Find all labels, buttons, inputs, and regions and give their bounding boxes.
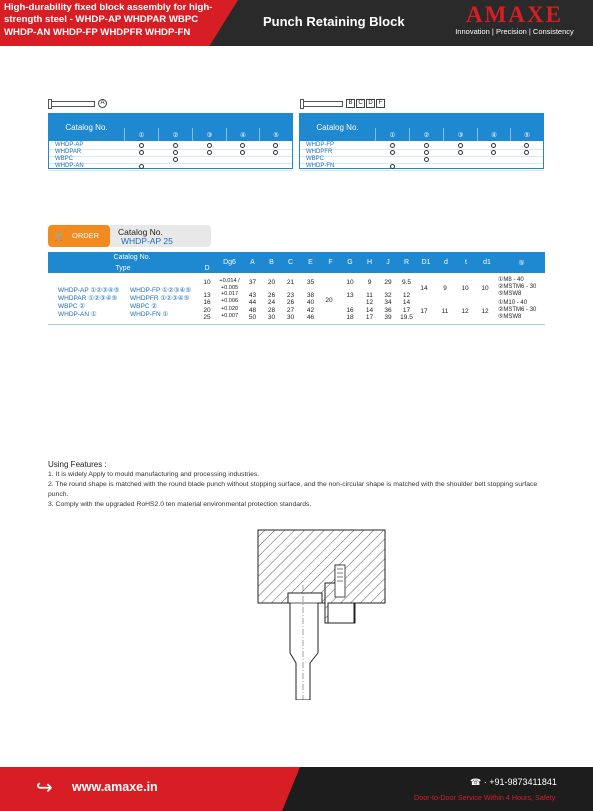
- spec-cell-g: 18: [346, 314, 354, 321]
- d1-small-group1: 10: [481, 285, 489, 292]
- availability-mark: [390, 164, 395, 169]
- spec-cell-j: 29: [384, 279, 392, 286]
- type-item: WHDPFR ①②③④⑤: [130, 295, 190, 302]
- type-item: WHDP-AP ①②③④⑤: [58, 287, 120, 294]
- spec-col-header: Dg6: [223, 259, 236, 266]
- col-header: ①: [124, 128, 158, 141]
- f-value: 20: [325, 297, 333, 304]
- spec-cell-c: 23: [286, 292, 295, 299]
- availability-mark: [173, 157, 178, 162]
- shape-c-icon: C: [356, 99, 365, 108]
- availability-mark: [524, 150, 529, 155]
- feature-item: 2. The round shape is matched with the round blade punch without stopping surface, and the non-circular shape is matched with the shoulder belt stopping surface punch.: [48, 481, 538, 498]
- col-header: ④: [477, 128, 510, 141]
- features-title: Using Features :: [48, 460, 107, 469]
- col-header: ⑤: [510, 128, 543, 141]
- share-icon: ↪: [36, 777, 53, 799]
- spec-cell-g: 13: [346, 292, 354, 299]
- spec-cell-a: 37: [248, 279, 257, 286]
- type-item: WBPC ②: [130, 303, 158, 310]
- spec-col-header: R: [403, 259, 410, 266]
- row-catalog-name: WHDP-FN: [306, 163, 335, 169]
- screw-head: [328, 603, 354, 623]
- table-header-title: Catalog No.: [316, 123, 359, 132]
- brand-tagline: Innovation | Precision | Consistency: [455, 27, 574, 36]
- availability-mark: [424, 150, 429, 155]
- table-row: [300, 163, 543, 171]
- availability-mark: [273, 150, 278, 155]
- spec-cell-tol: +0.006: [220, 298, 239, 304]
- type-item: WHDPAR ①②③④⑤: [58, 295, 118, 302]
- spec-cell-j: 34: [384, 299, 392, 306]
- assembly-drawing: [240, 525, 390, 700]
- spec-header-d: D: [204, 264, 210, 272]
- spec-table: [48, 252, 545, 325]
- spec-cell-c: 30: [286, 314, 295, 321]
- availability-mark: [139, 150, 144, 155]
- spec-col-header: ⑤: [518, 259, 525, 267]
- spec-cell-j: 36: [384, 307, 392, 314]
- spec-cell-a: 50: [248, 314, 257, 321]
- table-row: [49, 163, 292, 171]
- col-header: ⑤: [259, 128, 292, 141]
- spec-cell-d: 25: [203, 314, 211, 321]
- availability-mark: [173, 150, 178, 155]
- d-group1: 9: [443, 285, 447, 292]
- spec-cell-h: 14: [365, 307, 374, 314]
- shape-b-icon: B: [346, 99, 355, 108]
- phone-value: +91-9873411841: [489, 777, 557, 787]
- availability-mark: [390, 143, 395, 148]
- type-item: WHDP-AN ①: [58, 311, 97, 318]
- type-item: WHDP-FP ①②③④⑤: [130, 287, 192, 294]
- spec-cell-j: 39: [384, 314, 392, 321]
- availability-mark: [458, 143, 463, 148]
- spec-col-header: E: [308, 259, 313, 266]
- spec-cell-c: 21: [286, 279, 295, 286]
- spec-cell-r: 14: [402, 299, 411, 306]
- spec-cell-b: 30: [267, 314, 276, 321]
- spec-cell-d: 20: [203, 307, 211, 314]
- feature-item: 3. Comply with the upgraded RoHS2.0 ten material environmental protection standards.: [48, 501, 312, 508]
- availability-mark: [240, 143, 245, 148]
- spec-cell-g: 16: [346, 307, 354, 314]
- availability-mark: [390, 150, 395, 155]
- d-group2: 11: [441, 308, 449, 315]
- brand-name: AMAXE: [466, 2, 563, 27]
- availability-mark: [273, 143, 278, 148]
- cart-icon: 🛒: [54, 231, 66, 241]
- screw-spec: ②MSTM6 - 30: [498, 307, 537, 313]
- spec-col-header: d1: [483, 259, 491, 266]
- spec-col-header: t: [465, 259, 467, 266]
- section-title: Punch Retaining Block: [263, 14, 405, 29]
- spec-cell-j: 32: [384, 292, 392, 299]
- t-group2: 12: [461, 308, 469, 315]
- availability-mark: [458, 150, 463, 155]
- feature-item: 1. It is widely Apply to mould manufacturing and processing industries.: [48, 471, 260, 478]
- spec-col-header: J: [386, 259, 390, 266]
- shape-f-icon: F: [376, 99, 385, 108]
- d1-small-group2: 12: [481, 308, 489, 315]
- footer-tagline: Door-to-Door Service Within 4 Hours, Safety: [414, 793, 556, 802]
- spec-cell-e: 46: [306, 314, 315, 321]
- spec-cell-tol: +0.017: [220, 291, 239, 297]
- spec-cell-b: 26: [267, 292, 276, 299]
- spec-cell-b: 20: [267, 279, 276, 286]
- spec-cell-e: 38: [306, 292, 315, 299]
- spec-col-header: A: [250, 259, 255, 266]
- col-header: ③: [192, 128, 226, 141]
- spec-cell-a: 44: [248, 299, 257, 306]
- row-catalog-name: WHDP-AP: [55, 142, 84, 148]
- spec-cell-a: 43: [248, 292, 257, 299]
- row-catalog-name: WBPC: [55, 156, 73, 162]
- screw-spec: ①M10 - 40: [498, 300, 528, 306]
- availability-mark: [139, 164, 144, 169]
- type-item: WHDP-FN ①: [130, 311, 169, 318]
- spec-cell-r: 12: [402, 292, 411, 299]
- spec-cell-r: 9.5: [401, 279, 412, 286]
- type-item: WBPC ②: [58, 303, 86, 310]
- spec-cell-a: 48: [248, 307, 257, 314]
- spec-cell-h: 17: [365, 314, 374, 321]
- spec-cell-d: 16: [203, 299, 211, 306]
- spec-cell-h: 9: [367, 279, 372, 286]
- spec-cell-e: 40: [306, 299, 315, 306]
- col-header: ②: [158, 128, 192, 141]
- spec-cell-tol: +0.007: [220, 313, 239, 319]
- col-header: ①: [375, 128, 409, 141]
- phone-number[interactable]: ☎ · +91-9873411841: [470, 777, 557, 787]
- availability-mark: [491, 143, 496, 148]
- punch-shape-icons-left: [48, 99, 108, 109]
- availability-mark: [524, 143, 529, 148]
- spec-cell-d: 13: [203, 292, 211, 299]
- screw-spec: ②MSTM6 - 30: [498, 284, 537, 290]
- spec-cell-tol: +0.014 / +0.005: [219, 278, 240, 291]
- spec-col-header: F: [328, 259, 333, 266]
- spec-cell-g: 10: [346, 279, 354, 286]
- table-bottom-line: [48, 324, 545, 325]
- spec-header-type: Type: [115, 264, 131, 272]
- punch-profile: [288, 593, 322, 700]
- punch-body-icon: [303, 101, 343, 107]
- brand-logo[interactable]: [442, 3, 587, 37]
- screw-spec: ⑤MSW8: [498, 291, 522, 297]
- availability-mark: [207, 143, 212, 148]
- punch-shape-icons-right: [300, 99, 383, 109]
- spec-cell-r: 19.5: [400, 314, 413, 321]
- website-link[interactable]: www.amaxe.in: [72, 780, 158, 794]
- spec-cell-h: 11: [366, 292, 373, 299]
- col-header: ④: [226, 128, 259, 141]
- row-catalog-name: WHDPAR: [55, 149, 82, 155]
- spec-cell-c: 27: [286, 307, 295, 314]
- row-catalog-name: WHDP-FP: [306, 142, 334, 148]
- spec-cell-e: 42: [306, 307, 315, 314]
- spec-cell-c: 26: [286, 299, 295, 306]
- availability-mark: [491, 150, 496, 155]
- spec-col-header: G: [347, 259, 353, 266]
- screw-spec: ①M8 - 40: [498, 277, 524, 283]
- catalog-table-left: [48, 113, 293, 169]
- shape-d-icon: D: [366, 99, 375, 108]
- availability-mark: [240, 150, 245, 155]
- col-header: ③: [443, 128, 477, 141]
- d1-group2: 17: [420, 308, 428, 315]
- t-group1: 10: [461, 285, 469, 292]
- spec-cell-b: 24: [267, 299, 276, 306]
- availability-mark: [424, 143, 429, 148]
- order-badge: [48, 225, 211, 247]
- row-catalog-name: WBPC: [306, 156, 324, 162]
- row-catalog-name: WHDP-AN: [55, 163, 84, 169]
- spec-cell-d: 10: [203, 279, 211, 286]
- order-catalog-label: Catalog No.: [118, 227, 163, 237]
- order-catalog-value: WHDP-AP 25: [121, 236, 173, 246]
- availability-mark: [424, 157, 429, 162]
- spec-col-header: H: [366, 259, 373, 266]
- spec-cell-tol: +0.020: [220, 306, 239, 312]
- spec-cell-e: 35: [306, 279, 315, 286]
- spec-col-header: d: [444, 259, 448, 266]
- order-button-label: ORDER: [72, 231, 100, 240]
- order-button[interactable]: [48, 225, 110, 247]
- round-shape-icon: A: [98, 99, 107, 108]
- spec-col-header: B: [269, 259, 274, 266]
- availability-mark: [207, 150, 212, 155]
- spec-cell-h: 12: [365, 299, 374, 306]
- spec-col-header: C: [287, 259, 294, 266]
- spec-header-catalog: Catalog No.: [113, 254, 151, 261]
- catalog-table-right: [299, 113, 544, 169]
- availability-mark: [173, 143, 178, 148]
- spec-cell-r: 17: [402, 307, 411, 314]
- spec-cell-b: 28: [267, 307, 276, 314]
- block-section: [258, 530, 385, 623]
- page-title: High-durability fixed block assembly for high-strength steel - WHDP-AP WHDPAR WBPC WHDP-AN WHDP-FP WHDPFR WHDP-FN: [4, 2, 213, 38]
- availability-mark: [139, 143, 144, 148]
- row-catalog-name: WHDPFR: [306, 149, 333, 155]
- table-header-title: Catalog No.: [65, 123, 108, 132]
- punch-body-icon: [51, 101, 95, 107]
- spec-col-header: D1: [421, 259, 431, 266]
- screw-spec: ⑤MSW8: [498, 314, 522, 320]
- col-header: ②: [409, 128, 443, 141]
- d1-group1: 14: [420, 285, 428, 292]
